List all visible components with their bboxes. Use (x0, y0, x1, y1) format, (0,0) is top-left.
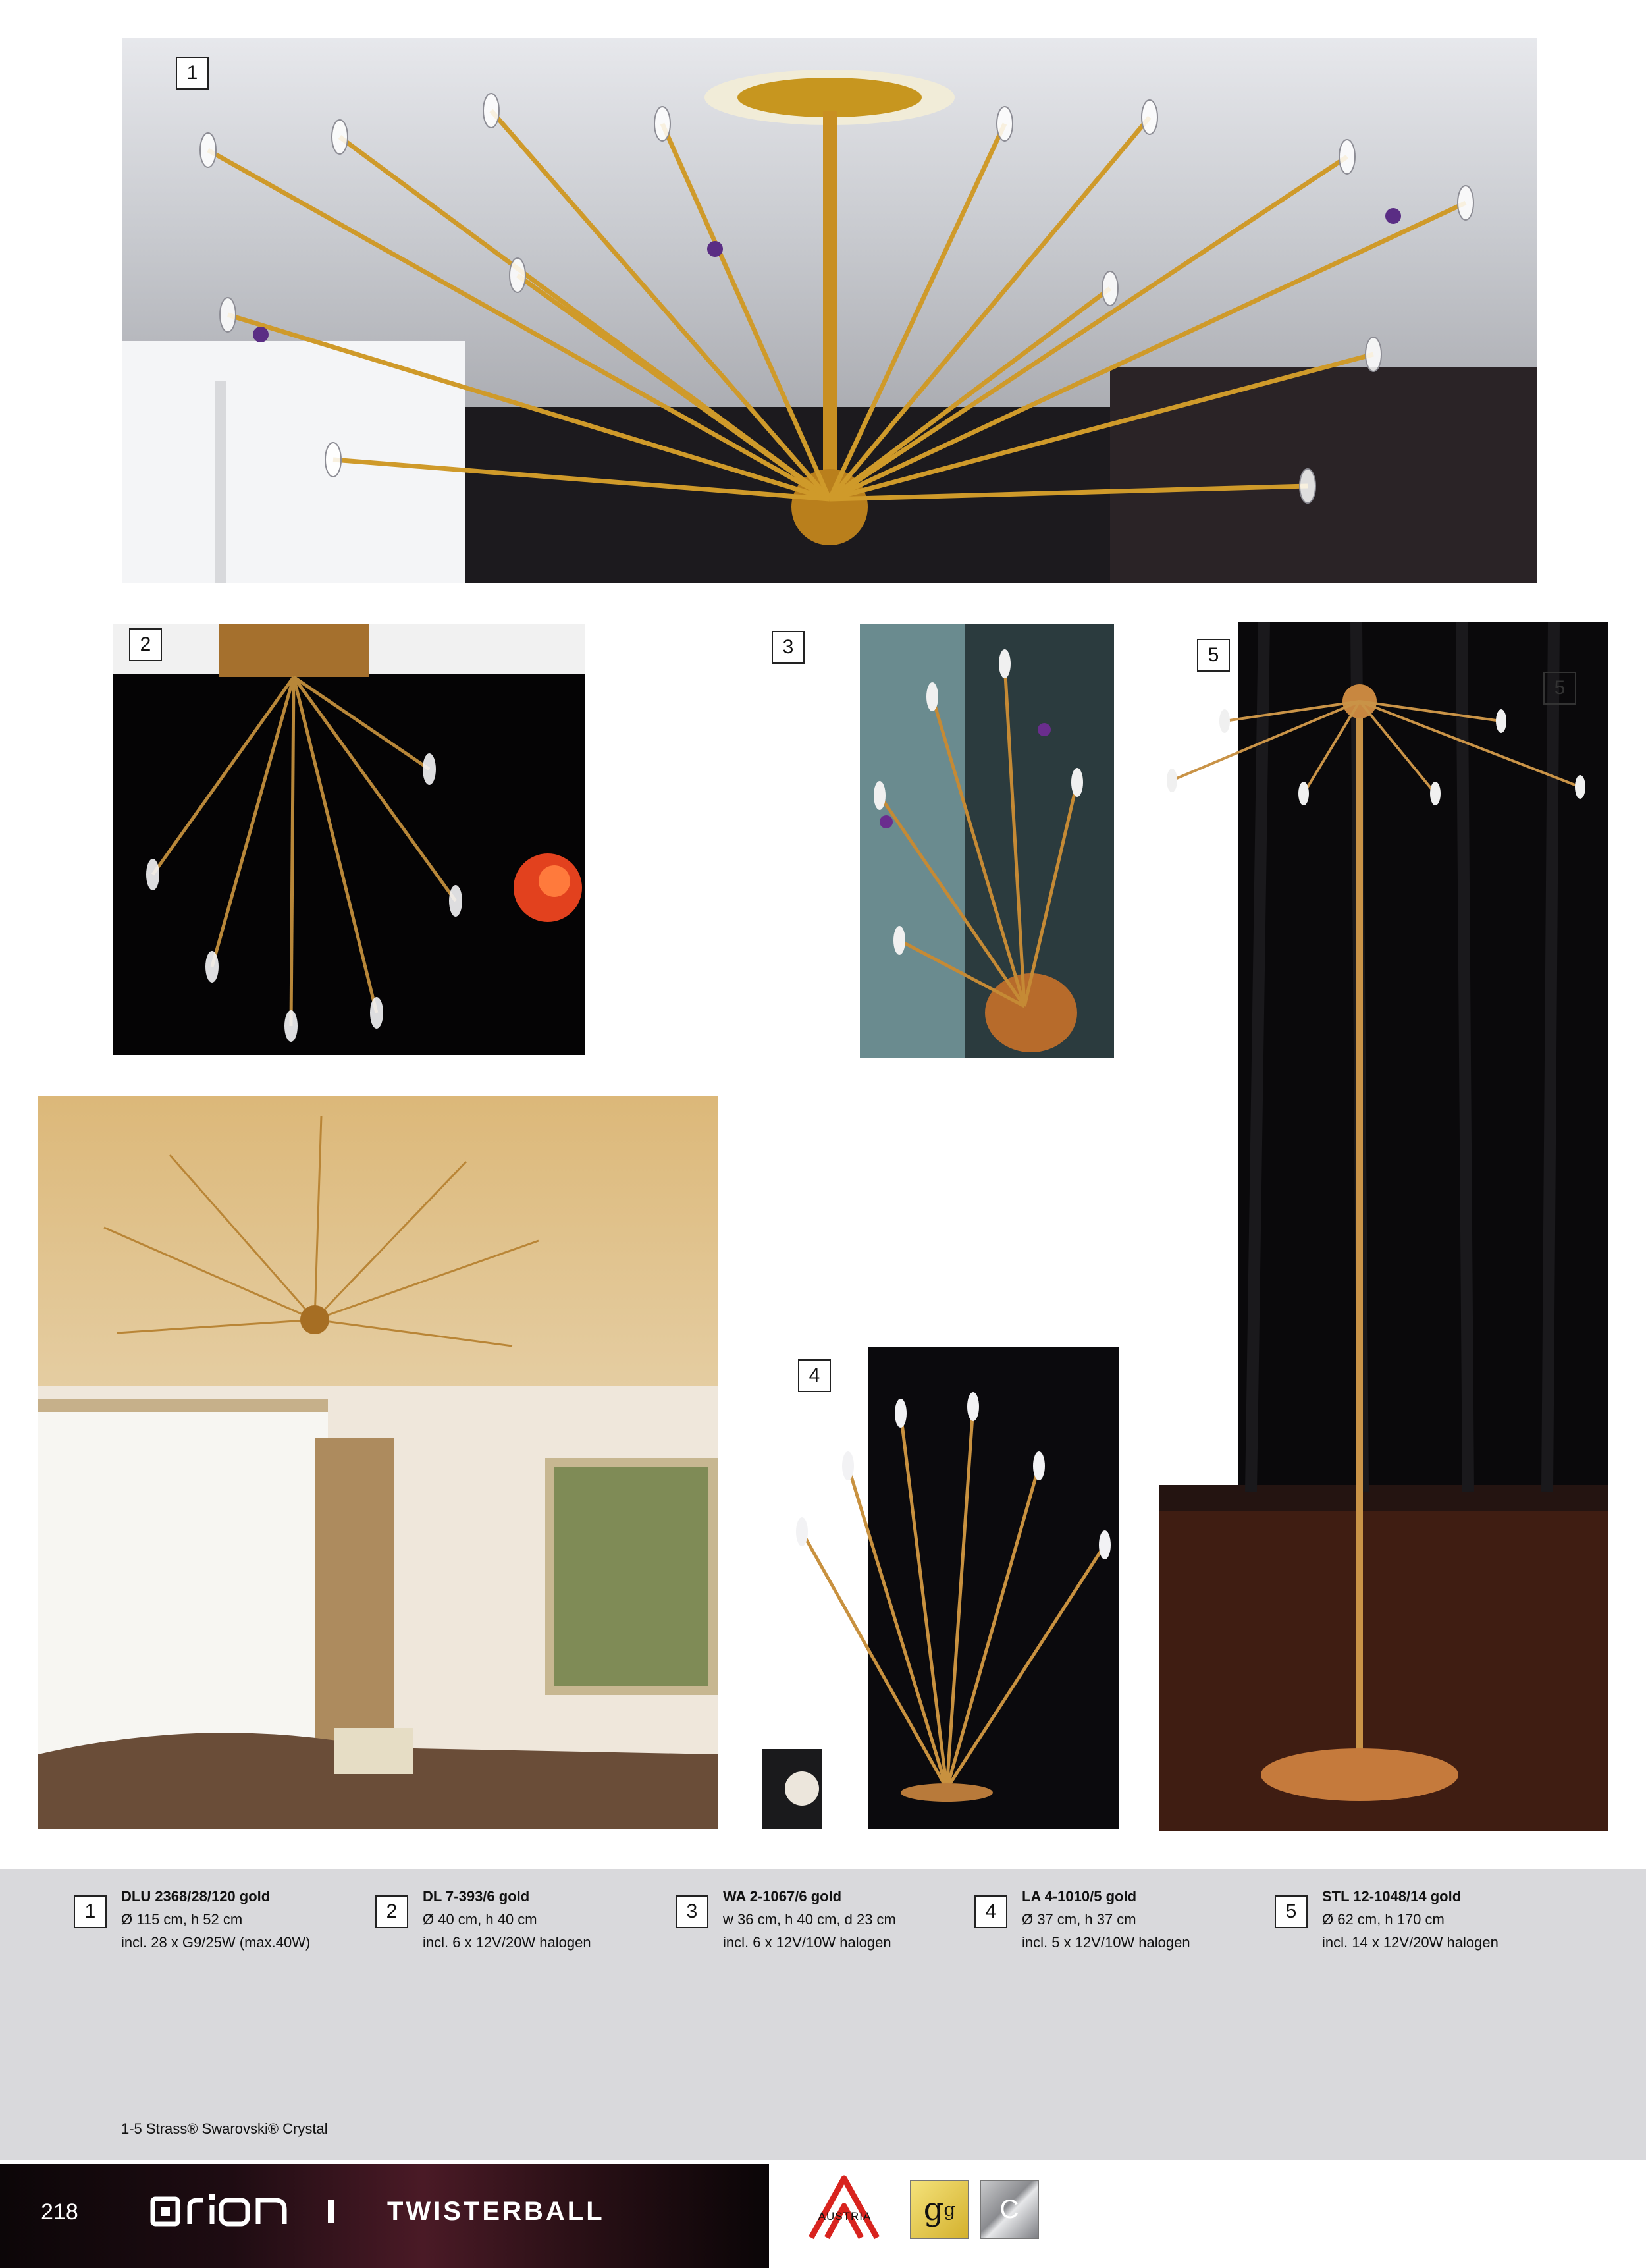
chrome-finish-badge: C (980, 2180, 1039, 2239)
spec-name: STL 12-1048/14 gold (1322, 1888, 1462, 1904)
orion-logo (150, 2191, 295, 2230)
photo-5-marker: 5 (1197, 639, 1230, 672)
spec-dimensions: Ø 37 cm, h 37 cm (1022, 1911, 1136, 1928)
product-photo-3 (860, 624, 1114, 1058)
photo-4-marker: 4 (798, 1359, 831, 1392)
photo-1-marker: 1 (176, 57, 209, 90)
footer-badges-area (769, 2164, 1646, 2268)
spec-dimensions: w 36 cm, h 40 cm, d 23 cm (723, 1911, 896, 1928)
series-title: TWISTERBALL (387, 2197, 605, 2226)
spec-name: DL 7-393/6 gold (423, 1888, 530, 1904)
product-photo-4 (762, 1347, 1119, 1829)
product-photo-2 (113, 624, 585, 1055)
spec-dimensions: Ø 40 cm, h 40 cm (423, 1911, 537, 1928)
photo-3-marker: 3 (772, 631, 805, 664)
spec-dimensions: Ø 62 cm, h 170 cm (1322, 1911, 1445, 1928)
product-photo-5 (1159, 622, 1608, 1831)
austria-label: AUSTRIA (818, 2210, 872, 2223)
spec-name: DLU 2368/28/120 gold (121, 1888, 271, 1904)
page-number: 218 (41, 2200, 78, 2225)
photo-2-marker: 2 (129, 628, 162, 661)
spec-number: 5 (1275, 1895, 1308, 1928)
photo-5-ghost-marker: 5 (1543, 672, 1576, 705)
footer-brand-bar (0, 2164, 769, 2268)
footer-divider (328, 2200, 334, 2223)
spec-name: LA 4-1010/5 gold (1022, 1888, 1137, 1904)
spec-number: 2 (375, 1895, 408, 1928)
spec-bulbs: incl. 28 x G9/25W (max.40W) (121, 1934, 311, 1951)
spec-bulbs: incl. 5 x 12V/10W halogen (1022, 1934, 1190, 1951)
spec-name: WA 2-1067/6 gold (723, 1888, 842, 1904)
gold-badge-sup: g (943, 2198, 956, 2221)
spec-number: 1 (74, 1895, 107, 1928)
spec-bulbs: incl. 14 x 12V/20W halogen (1322, 1934, 1499, 1951)
gold-finish-badge (910, 2180, 969, 2239)
spec-dimensions: Ø 115 cm, h 52 cm (121, 1911, 243, 1928)
austria-logo (805, 2174, 884, 2240)
room-photo (38, 1096, 718, 1829)
spec-bulbs: incl. 6 x 12V/20W halogen (423, 1934, 591, 1951)
spec-number: 4 (974, 1895, 1007, 1928)
product-photo-1 (122, 38, 1537, 583)
spec-bulbs: incl. 6 x 12V/10W halogen (723, 1934, 891, 1951)
spec-number: 3 (676, 1895, 708, 1928)
crystal-note: 1-5 Strass® Swarovski® Crystal (121, 2120, 328, 2137)
gold-badge-letter: g (923, 2191, 944, 2228)
